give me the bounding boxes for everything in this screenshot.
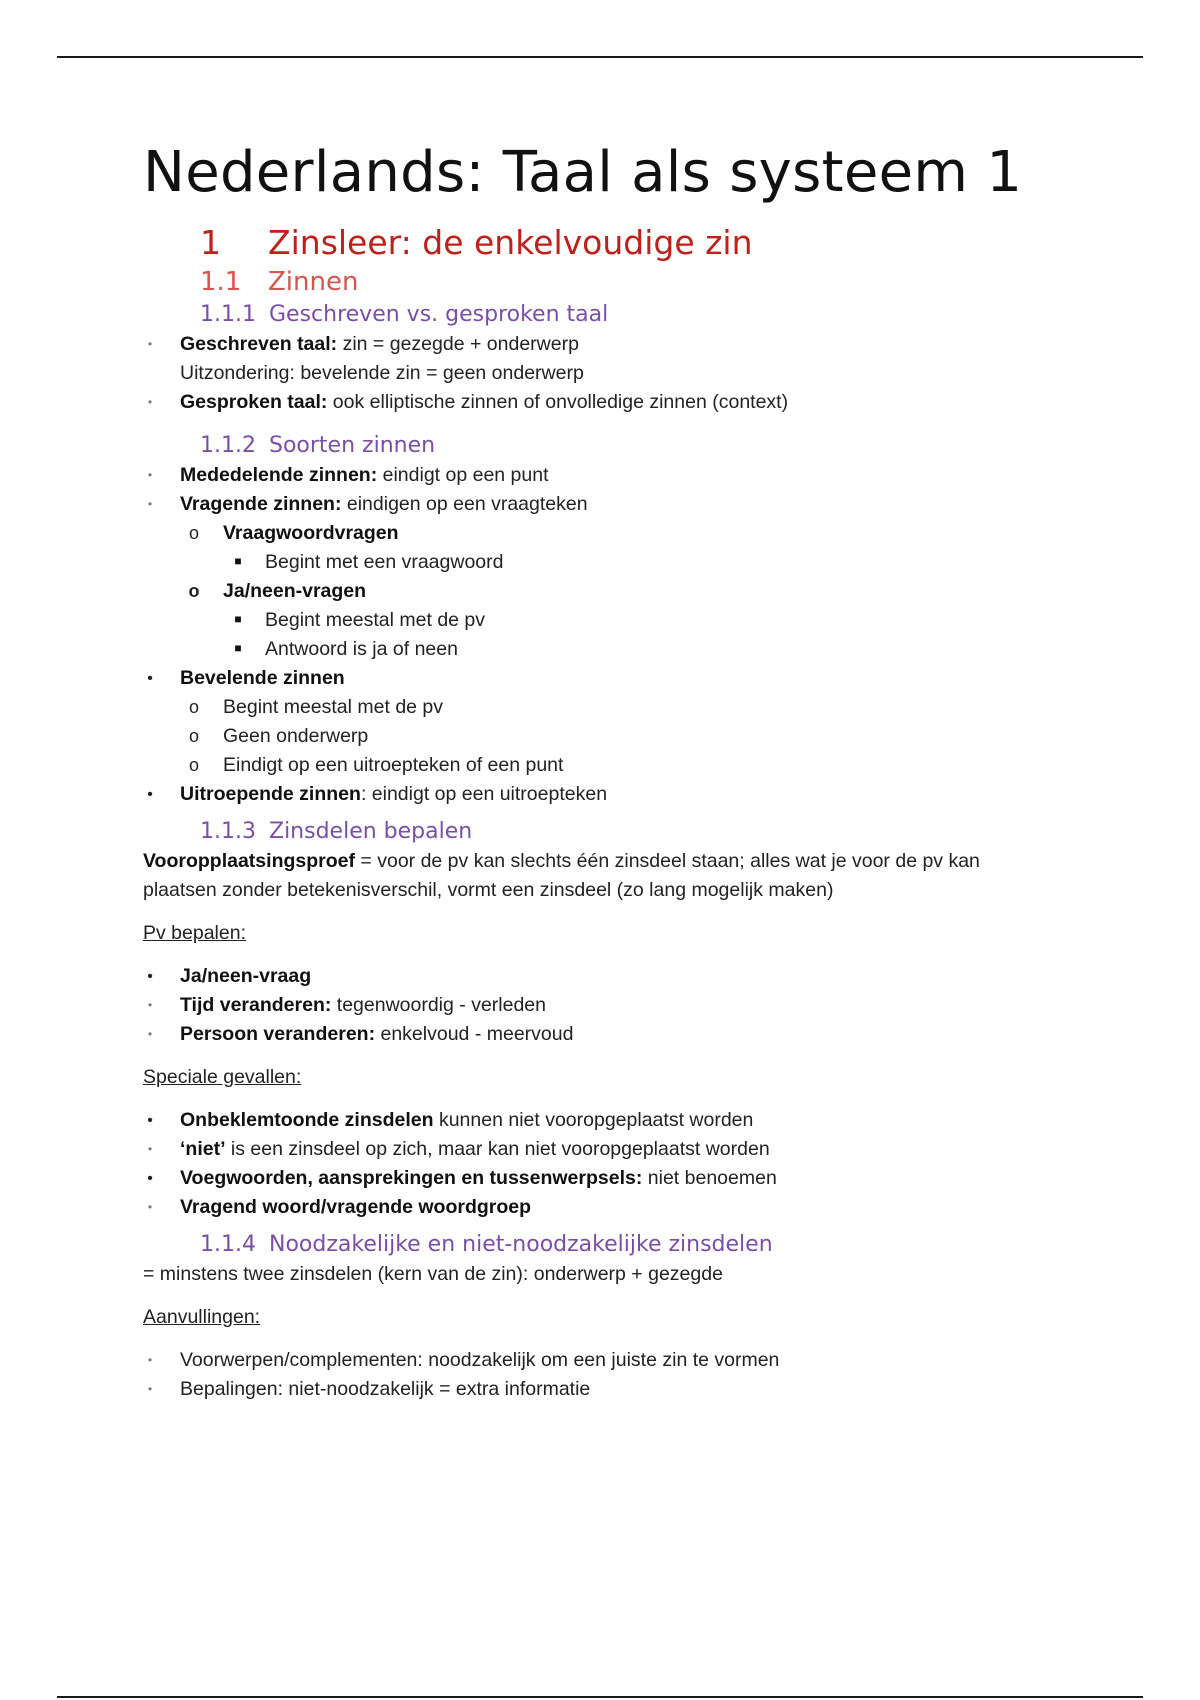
definition: is een zinsdeel op zich, maar kan niet vooropgeplaatst worden (225, 1138, 770, 1160)
term: Bevelende zinnen (180, 667, 345, 689)
sub-list-item (143, 751, 1043, 780)
circle-bullet-icon: o (188, 523, 199, 543)
list-item (143, 1346, 1043, 1375)
list-item (143, 780, 1043, 809)
definition: enkelvoud - meervoud (375, 1023, 574, 1045)
term: Ja/neen-vragen (223, 580, 367, 602)
list-item (143, 1135, 1043, 1164)
item-text: Eindigt op een uitroepteken of een punt (223, 754, 564, 776)
subsection-title: Soorten zinnen (269, 433, 436, 458)
term: Tijd veranderen: (180, 994, 332, 1016)
bullet-icon: • (147, 1027, 153, 1041)
subheading-speciale-gevallen: Speciale gevallen: (143, 1066, 302, 1088)
subsection-number: 1.1.4 (200, 1232, 256, 1257)
bullet-icon: • (147, 786, 153, 803)
square-bullet-icon: ■ (234, 612, 242, 626)
paragraph-line (143, 876, 1043, 905)
term: Voegwoorden, aansprekingen en tussenwerpsels: (180, 1167, 643, 1189)
term: Gesproken taal: (180, 391, 328, 413)
bullet-icon: • (147, 968, 153, 985)
section-title: Zinnen (268, 267, 359, 297)
bullet-icon: • (147, 670, 153, 687)
paragraph: = minstens twee zinsdelen (kern van de zin): onderwerp + gezegde (143, 1263, 723, 1285)
subsection-title: Noodzakelijke en niet-noodzakelijke zinsdelen (269, 1232, 773, 1257)
chapter-heading (200, 222, 1043, 264)
sub-list-item (143, 519, 1043, 548)
bullet-icon: • (147, 998, 153, 1012)
term: Uitroepende zinnen (180, 783, 361, 805)
list-item (143, 1375, 1043, 1404)
bullet-icon: • (147, 1200, 153, 1214)
bullet-icon: • (147, 1353, 153, 1367)
definition: eindigt op een punt (377, 464, 549, 486)
item-text: Begint met een vraagwoord (265, 551, 504, 573)
subsection-number: 1.1.2 (200, 433, 256, 458)
subsection-title: Zinsdelen bepalen (269, 819, 473, 844)
chapter-number: 1 (200, 223, 221, 262)
item-text: Antwoord is ja of neen (265, 638, 458, 660)
list-item (143, 1106, 1043, 1135)
subsection-heading-1-1-3 (200, 817, 1043, 847)
circle-bullet-icon: o (188, 755, 199, 775)
term: Vooropplaatsingsproef (143, 850, 355, 872)
term: Geschreven taal: (180, 333, 338, 355)
bullet-icon: • (147, 1112, 153, 1129)
note-text: Uitzondering: bevelende zin = geen onderwerp (180, 362, 584, 384)
sub-list-item (143, 693, 1043, 722)
term: Ja/neen-vraag (180, 965, 312, 987)
subsection-number: 1.1.1 (200, 302, 256, 327)
subheading-aanvullingen: Aanvullingen: (143, 1306, 261, 1328)
term: Onbeklemtoonde zinsdelen (180, 1109, 434, 1131)
paragraph-text: plaatsen zonder betekenisverschil, vormt een zinsdeel (zo lang mogelijk maken) (143, 879, 834, 901)
subsection-title: Geschreven vs. gesproken taal (269, 302, 609, 327)
definition: tegenwoordig - verleden (331, 994, 546, 1016)
subsection-heading-1-1-4 (200, 1230, 1043, 1260)
subsection-heading-1-1-1 (200, 300, 1043, 330)
term: Vragende zinnen: (180, 493, 342, 515)
term: ‘niet’ (180, 1138, 226, 1160)
list-item (143, 490, 1043, 519)
list-item (143, 962, 1043, 991)
sub-sub-list-item (143, 635, 1043, 664)
definition: eindigen op een vraagteken (341, 493, 588, 515)
sub-list-item (143, 577, 1043, 606)
circle-bullet-icon: o (188, 697, 199, 717)
bullet-icon: • (147, 1142, 153, 1156)
footer-rule (57, 1696, 1143, 1698)
bullet-icon: • (147, 337, 153, 351)
header-rule (57, 56, 1143, 58)
chapter-title: Zinsleer: de enkelvoudige zin (268, 223, 753, 262)
sub-sub-list-item (143, 606, 1043, 635)
circle-bullet-icon: o (188, 581, 200, 601)
definition: ook elliptische zinnen of onvolledige zinnen (context) (327, 391, 789, 413)
list-item (143, 461, 1043, 490)
list-item (143, 1020, 1043, 1049)
square-bullet-icon: ■ (234, 641, 242, 655)
document-title: Nederlands: Taal als systeem 1 (143, 140, 1023, 205)
bullet-icon: • (147, 1382, 153, 1396)
definition: : eindigt op een uitroepteken (360, 783, 608, 805)
sub-list-item (143, 722, 1043, 751)
section-number: 1.1 (200, 267, 242, 297)
definition: kunnen niet vooropgeplaatst worden (433, 1109, 754, 1131)
section-heading-1-1 (200, 264, 1043, 300)
list-item (143, 388, 1043, 417)
circle-bullet-icon: o (188, 726, 199, 746)
term: Vraagwoordvragen (223, 522, 399, 544)
item-text: Bepalingen: niet-noodzakelijk = extra informatie (180, 1378, 591, 1400)
bullet-icon: • (147, 395, 153, 409)
bullet-icon: • (147, 497, 153, 511)
paragraph (143, 847, 1043, 876)
item-text: Voorwerpen/complementen: noodzakelijk om een juiste zin te vormen (180, 1349, 780, 1371)
list-item-continuation (143, 359, 1043, 388)
item-text: Begint meestal met de pv (265, 609, 486, 631)
list-item (143, 1164, 1043, 1193)
list-item (143, 991, 1043, 1020)
term: Mededelende zinnen: (180, 464, 378, 486)
subsection-number: 1.1.3 (200, 819, 256, 844)
document-body (143, 138, 1043, 1404)
bullet-icon: • (147, 1170, 153, 1187)
term: Persoon veranderen: (180, 1023, 376, 1045)
list-item (143, 1193, 1043, 1222)
item-text: Geen onderwerp (223, 725, 369, 747)
definition: zin = gezegde + onderwerp (337, 333, 579, 355)
paragraph-text: = voor de pv kan slechts één zinsdeel staan; alles wat je voor de pv kan (355, 850, 980, 872)
bullet-icon: • (147, 468, 153, 482)
square-bullet-icon: ■ (234, 554, 242, 568)
list-item (143, 330, 1043, 359)
subheading-pv-bepalen: Pv bepalen: (143, 922, 246, 944)
subsection-heading-1-1-2 (200, 431, 1043, 461)
item-text: Begint meestal met de pv (223, 696, 444, 718)
term: Vragend woord/vragende woordgroep (180, 1196, 532, 1218)
definition: niet benoemen (642, 1167, 777, 1189)
sub-sub-list-item (143, 548, 1043, 577)
list-item (143, 664, 1043, 693)
